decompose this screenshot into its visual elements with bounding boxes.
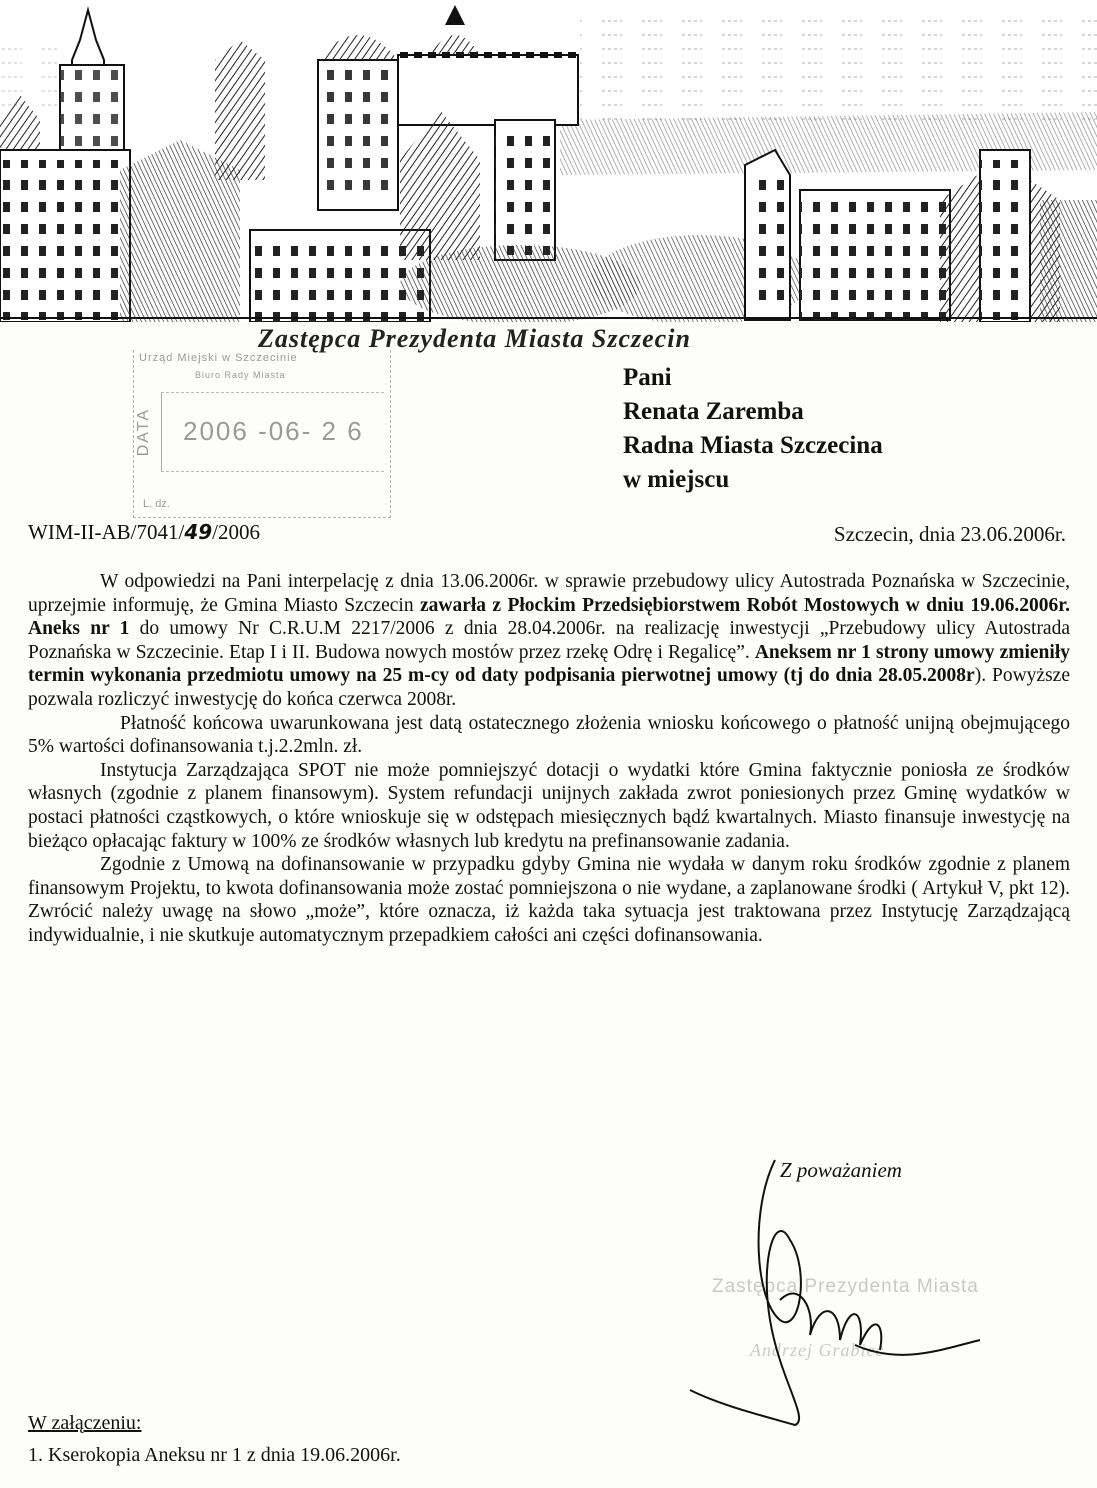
body-paragraph-2: Płatność końcowa uwarunkowana jest datą ostatecznego złożenia wniosku końcowego o płatność unijną obejmującego 5% wartości dofinansowania t.j.2.2mln. zł. bbox=[28, 712, 1070, 758]
stamp-side-label: DATA bbox=[135, 408, 152, 457]
place-and-date: Szczecin, dnia 23.06.2006r. bbox=[833, 522, 1066, 546]
attachments-heading: W załączeniu: bbox=[28, 1412, 142, 1434]
stamp-department: Biuro Rady Miasta bbox=[195, 370, 286, 380]
recipient-location: w miejscu bbox=[623, 466, 730, 493]
stamp-date: 2006 -06- 2 6 bbox=[183, 416, 364, 446]
attachment-item: 1. Kserokopia Aneksu nr 1 z dnia 19.06.2006r. bbox=[28, 1444, 401, 1466]
stamp-foot: L. dz. bbox=[143, 498, 170, 510]
recipient-name: Renata Zaremba bbox=[623, 398, 804, 425]
closing-phrase: Z poważaniem bbox=[780, 1158, 902, 1182]
reference-number: WIM-II-AB/7041/49/2006 bbox=[28, 520, 260, 544]
recipient-salutation: Pani bbox=[623, 364, 672, 391]
body-paragraph-4: Zgodnie z Umową na dofinansowanie w przypadku gdyby Gmina nie wydała w danym roku środków zgodnie z planem finansowym Projektu, to kwota dofinansowania może zostać pomniejszona o nie wydane, a zaplanowane środki ( Artykuł V, pkt 12). Zwrócić należy uwagę na słowo „może”, które oznacza, iż każda taka sytuacja jest traktowana przez Instytucję Zarządzającą indywidualnie, i nie skutkuje automatycznym przepadkiem całości ani części dofinansowania. bbox=[28, 854, 1070, 946]
city-skyline-illustration bbox=[0, 0, 1097, 322]
handwritten-signature bbox=[680, 1150, 1010, 1430]
issuer-title: Zastępca Prezydenta Miasta Szczecin bbox=[258, 324, 691, 353]
body-paragraph-3: Instytucja Zarządzająca SPOT nie może pomniejszyć dotacji o wydatki które Gmina faktycznie poniosła ze środków własnych (zgodnie z planem finansowym). System refundacji unijnych zakłada zwrot poniesionych przez Gminę wydatków w postaci płatności cząstkowych, o które wnioskuje się w odstępach miesięcznych bądź kwartalnych. Miasto finansuje inwestycję na bieżąco opłacając faktury w 100% ze środków własnych lub kredytu na prefinansowanie zadania. bbox=[28, 759, 1070, 852]
recipient-role: Radna Miasta Szczecina bbox=[623, 432, 883, 459]
reference-handwritten: 49 bbox=[184, 520, 213, 544]
letter-body bbox=[28, 570, 1070, 948]
signature-stamp-name: Andrzej Grabiec bbox=[750, 1340, 885, 1360]
signature-stamp-role: Zastępca Prezydenta Miasta bbox=[712, 1276, 979, 1297]
body-paragraph-1: W odpowiedzi na Pani interpelację z dnia 13.06.2006r. w sprawie przebudowy ulicy Autostrada Poznańska w Szczecinie, uprzejmie informuję, że Gmina Miasto Szczecin zawarła z Płockim Przedsiębiorstwem Robót Mostowych w dniu 19.06.2006r. Aneks nr 1 do umowy Nr C.R.U.M 2217/2006 z dnia 28.04.2006r. na realizację inwestycji „Przebudowy ulicy Autostrada Poznańska w Szczecinie. Etap I i II. Budowa nowych mostów przez rzekę Odrę i Regalicę”. Aneksem nr 1 strony umowy zmieniły termin wykonania przedmiotu umowy na 25 m-cy od daty podpisania pierwotnej umowy (tj do dnia 28.05.2008r). Powyższe pozwala rozliczyć inwestycję do końca czerwca 2008r. bbox=[28, 571, 1070, 710]
stamp-office: Urząd Miejski w Szczecinie bbox=[139, 352, 298, 364]
received-stamp bbox=[133, 350, 391, 518]
